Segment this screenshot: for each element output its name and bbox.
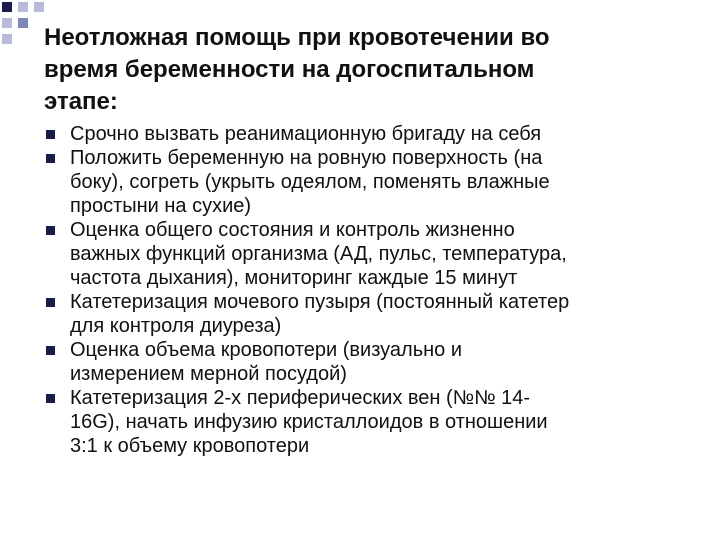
bullet-item (44, 386, 694, 458)
bullet-item (44, 218, 694, 290)
bullet-text-line: 3:1 к объему кровопотери (70, 435, 310, 457)
bullet-text-line: Оценка объема кровопотери (визуально и (70, 339, 463, 361)
bullet-text-line: Срочно вызвать реанимационную бригаду на себя (70, 123, 542, 145)
bullet-item (44, 146, 694, 218)
bullet-item (44, 122, 694, 146)
bullet-text-line: измерением мерной посудой) (70, 363, 347, 385)
title-line: время беременности на догоспитальном (44, 56, 535, 83)
bullet-text-line: боку), согреть (укрыть одеялом, поменять влажные (70, 171, 550, 193)
bullet-text-line: частота дыхания), мониторинг каждые 15 минут (70, 267, 518, 289)
square-bullet-icon (46, 130, 55, 139)
bullet-list (44, 122, 694, 458)
bullet-text-line: Катетеризация мочевого пузыря (постоянный катетер (70, 291, 570, 313)
square-bullet-icon (46, 154, 55, 163)
bullet-text-line: для контроля диуреза) (70, 315, 282, 337)
slide-title (44, 22, 694, 118)
bullet-text-line: простыни на сухие) (70, 195, 252, 217)
square-bullet-icon (46, 298, 55, 307)
bullet-text-line: 16G), начать инфузию кристаллоидов в отношении (70, 411, 548, 433)
square-bullet-icon (46, 346, 55, 355)
square-bullet-icon (46, 394, 55, 403)
bullet-text-line: Оценка общего состояния и контроль жизненно (70, 219, 515, 241)
square-bullet-icon (46, 226, 55, 235)
bullet-text-line: важных функций организма (АД, пульс, температура, (70, 243, 567, 265)
title-line: Неотложная помощь при кровотечении во (44, 24, 550, 51)
title-line: этапе: (44, 88, 118, 115)
bullet-item (44, 338, 694, 386)
bullet-text-line: Положить беременную на ровную поверхность (на (70, 147, 543, 169)
bullet-item (44, 290, 694, 338)
bullet-text-line: Катетеризация 2-х периферических вен (№№ 14- (70, 387, 531, 409)
